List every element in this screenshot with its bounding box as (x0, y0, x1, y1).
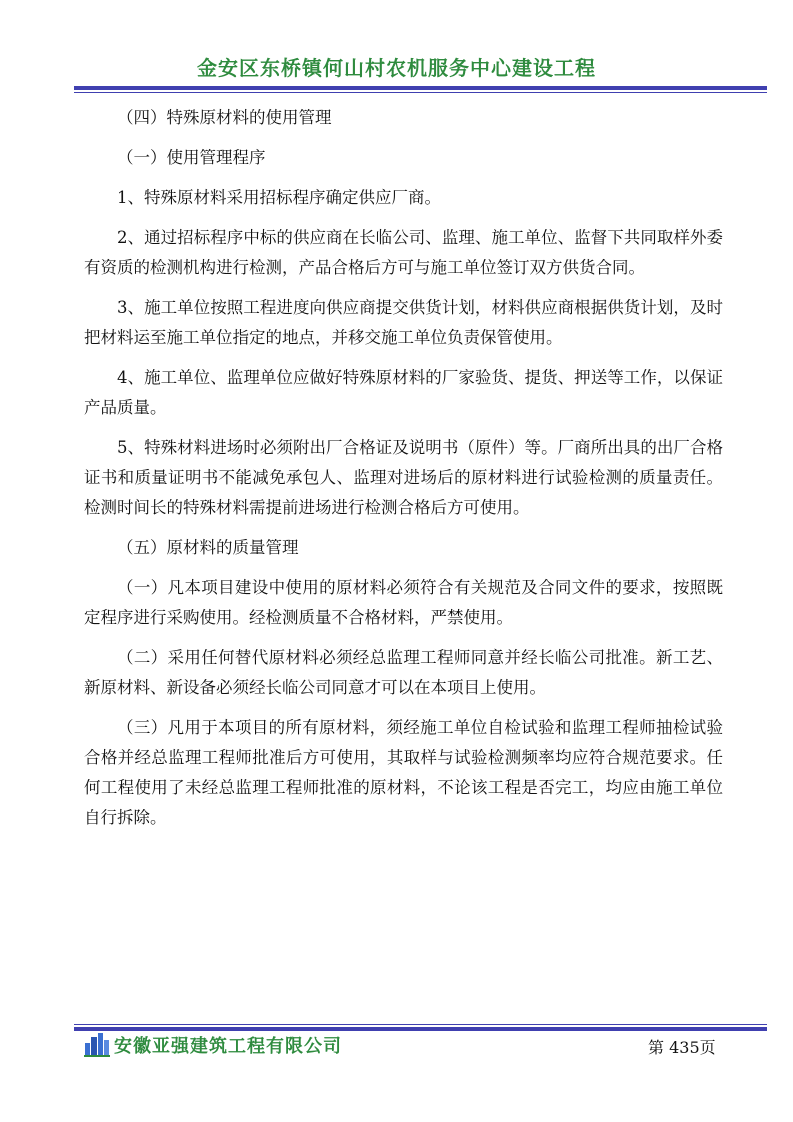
document-body (84, 103, 723, 843)
section-heading: （五）原材料的质量管理 (117, 538, 299, 557)
body-paragraph: 4、施工单位、监理单位应做好特殊原材料的厂家验货、提货、押送等工作，以保证产品质量。 (84, 368, 723, 417)
body-paragraph: 1、特殊原材料采用招标程序确定供应厂商。 (117, 188, 441, 207)
body-paragraph: 5、特殊材料进场时必须附出厂合格证及说明书（原件）等。厂商所出具的出厂合格证书和质量证明书不能减免承包人、监理对进场后的原材料进行试验检测的质量责任。检测时间长的特殊材料需提前进场进行检测合格后方可使用。 (84, 438, 723, 517)
header-rule-thick (74, 86, 767, 90)
body-paragraph: 2、通过招标程序中标的供应商在长临公司、监理、施工单位、监督下共同取样外委有资质的检测机构进行检测，产品合格后方可与施工单位签订双方供货合同。 (84, 228, 723, 277)
footer-rule-thin (74, 1024, 767, 1025)
building-logo-icon (84, 1033, 110, 1057)
subsection-heading: （一）使用管理程序 (117, 148, 266, 167)
page-number: 第 435页 (648, 1038, 716, 1057)
body-paragraph: （三）凡用于本项目的所有原材料，须经施工单位自检试验和监理工程师抽检试验合格并经总监理工程师批准后方可使用，其取样与试验检测频率均应符合规范要求。任何工程使用了未经总监理工程师批准的原材料，不论该工程是否完工，均应由施工单位自行拆除。 (84, 718, 723, 827)
body-paragraph: （二）采用任何替代原材料必须经总监理工程师同意并经长临公司批准。新工艺、新原材料、新设备必须经长临公司同意才可以在本项目上使用。 (84, 648, 723, 697)
footer-rule-thick (74, 1027, 767, 1031)
body-paragraph: （一）凡本项目建设中使用的原材料必须符合有关规范及合同文件的要求，按照既定程序进行采购使用。经检测质量不合格材料，严禁使用。 (84, 578, 723, 627)
company-name: 安徽亚强建筑工程有限公司 (114, 1036, 342, 1057)
body-paragraph: 3、施工单位按照工程进度向供应商提交供货计划，材料供应商根据供货计划，及时把材料运至施工单位指定的地点，并移交施工单位负责保管使用。 (84, 298, 723, 347)
header-rule-thin (74, 92, 767, 93)
section-heading: （四）特殊原材料的使用管理 (117, 108, 332, 127)
footer-company (84, 1032, 342, 1058)
page-header-title: 金安区东桥镇何山村农机服务中心建设工程 (197, 56, 596, 80)
